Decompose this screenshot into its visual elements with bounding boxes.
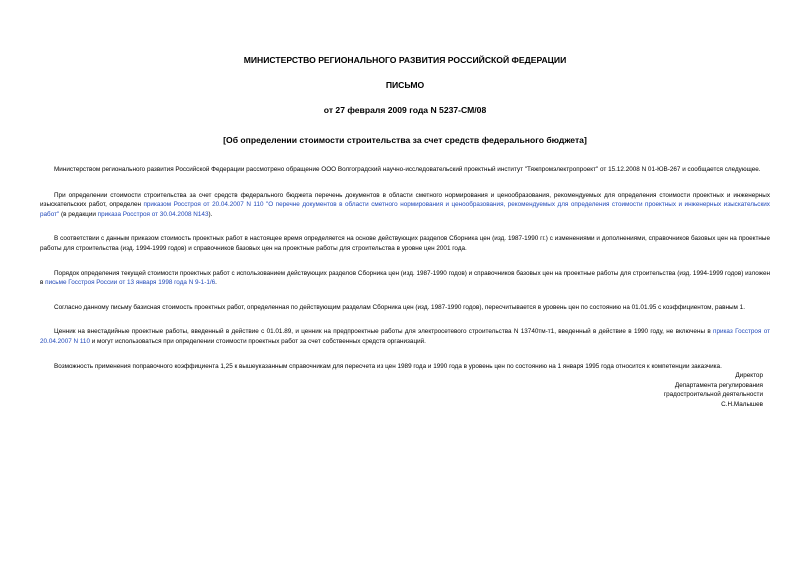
paragraph-7: Возможность применения поправочного коэффициента 1,25 к вышеуказанным справочникам для пересчета из цен 1989 года и 1990 года в уровень цен по состоянию на 1 января 1995 года относится к компетенции заказчика. xyxy=(54,362,722,370)
link-letter-gosstroy-9-1-1-6[interactable]: письме Госстроя России от 13 января 1998 года N 9-1-1/6 xyxy=(45,279,216,287)
document-date-number: от 27 февраля 2009 года N 5237-СМ/08 xyxy=(323,105,487,115)
signature-block xyxy=(664,371,763,409)
paragraph-2-text-2: (в редакции xyxy=(59,210,98,218)
paragraph-6-text-1: Ценник на внестадийные проектные работы, введенный в действие с 01.01.89, и ценник на предпроектные работы для электросетевого строительства N 13740тм-т1, введенный в действие в 1990 году, не включены в xyxy=(54,328,714,336)
paragraph-3: В соответствии с данным приказом стоимость проектных работ в настоящее время определяется на основе действующих разделов Сборника цен (изд. 1987-1990 гг.) с изменениями и дополнениями, справочников базовых цен на проектные работы для строительства (изд. 1994-1999 годов) и справочников базовых цен на проектные работы для строительства в уровне цен 2001 года. xyxy=(40,235,770,252)
ministry-title: МИНИСТЕРСТВО РЕГИОНАЛЬНОГО РАЗВИТИЯ РОССИЙСКОЙ ФЕДЕРАЦИИ xyxy=(243,55,567,65)
paragraph-2-text-3: ). xyxy=(208,210,213,218)
document-page xyxy=(40,52,770,371)
document-subject: [Об определении стоимости строительства за счет средств федерального бюджета] xyxy=(223,135,587,145)
paragraph-4 xyxy=(40,269,770,288)
paragraph-6-text-2: и могут использоваться при определении стоимости проектных работ за счет собственных средств организаций. xyxy=(89,337,426,345)
signature-department: Департамента регулирования xyxy=(674,381,763,389)
paragraph-6 xyxy=(40,327,770,346)
paragraph-2 xyxy=(40,191,770,220)
link-order-rosstroy-143[interactable]: приказа Росстроя от 30.04.2008 N143 xyxy=(97,210,209,218)
paragraph-4-text-2: . xyxy=(215,279,217,287)
signature-department-cont: градостроительной деятельности xyxy=(663,391,763,399)
link-order-rosstroy-110[interactable]: приказом Росстроя от 20.04.2007 N 110 "О перечне документов в области сметного нормирования и ценообразования, рекомендуемых для определения стоимости проектных и инженерных изыскательских работ" xyxy=(40,201,770,218)
link-order-gosstroy-110[interactable]: приказ Госстроя от 20.04.2007 N 110 xyxy=(40,328,770,345)
signature-name: С.Н.Малышев xyxy=(721,400,763,408)
paragraph-4-text-1: Порядок определения текущей стоимости проектных работ с использованием действующих разделов Сборника цен (изд. 1987-1990 годов) и справочников базовых цен на проектные работы для строительства (изд. 1994-1999 годов) изложен в xyxy=(40,269,770,287)
paragraph-2-text-1: При определении стоимости строительства за счет средств федерального бюджета перечень документов в области сметного нормирования и ценообразования, рекомендуемых для определения стоимости проектных и инженерных изыскательских работ, определен xyxy=(40,191,770,209)
paragraph-5: Согласно данному письму базисная стоимость проектных работ, определенная по действующим разделам Сборника цен (изд. 1987-1990 годов), пересчитывается в уровень цен по состоянию на 01.01.95 с коэффициентом, равным 1. xyxy=(54,303,745,311)
document-type: ПИСЬМО xyxy=(385,80,425,90)
paragraph-1: Министерством регионального развития Российской Федерации рассмотрено обращение ООО Волгоградский научно-исследовательский проектный институт "Тяжпромэлектропроект" от 15.12.2008 N 01-ЮВ-267 и сообщается следующее. xyxy=(54,166,761,173)
signature-title: Директор xyxy=(735,372,763,379)
